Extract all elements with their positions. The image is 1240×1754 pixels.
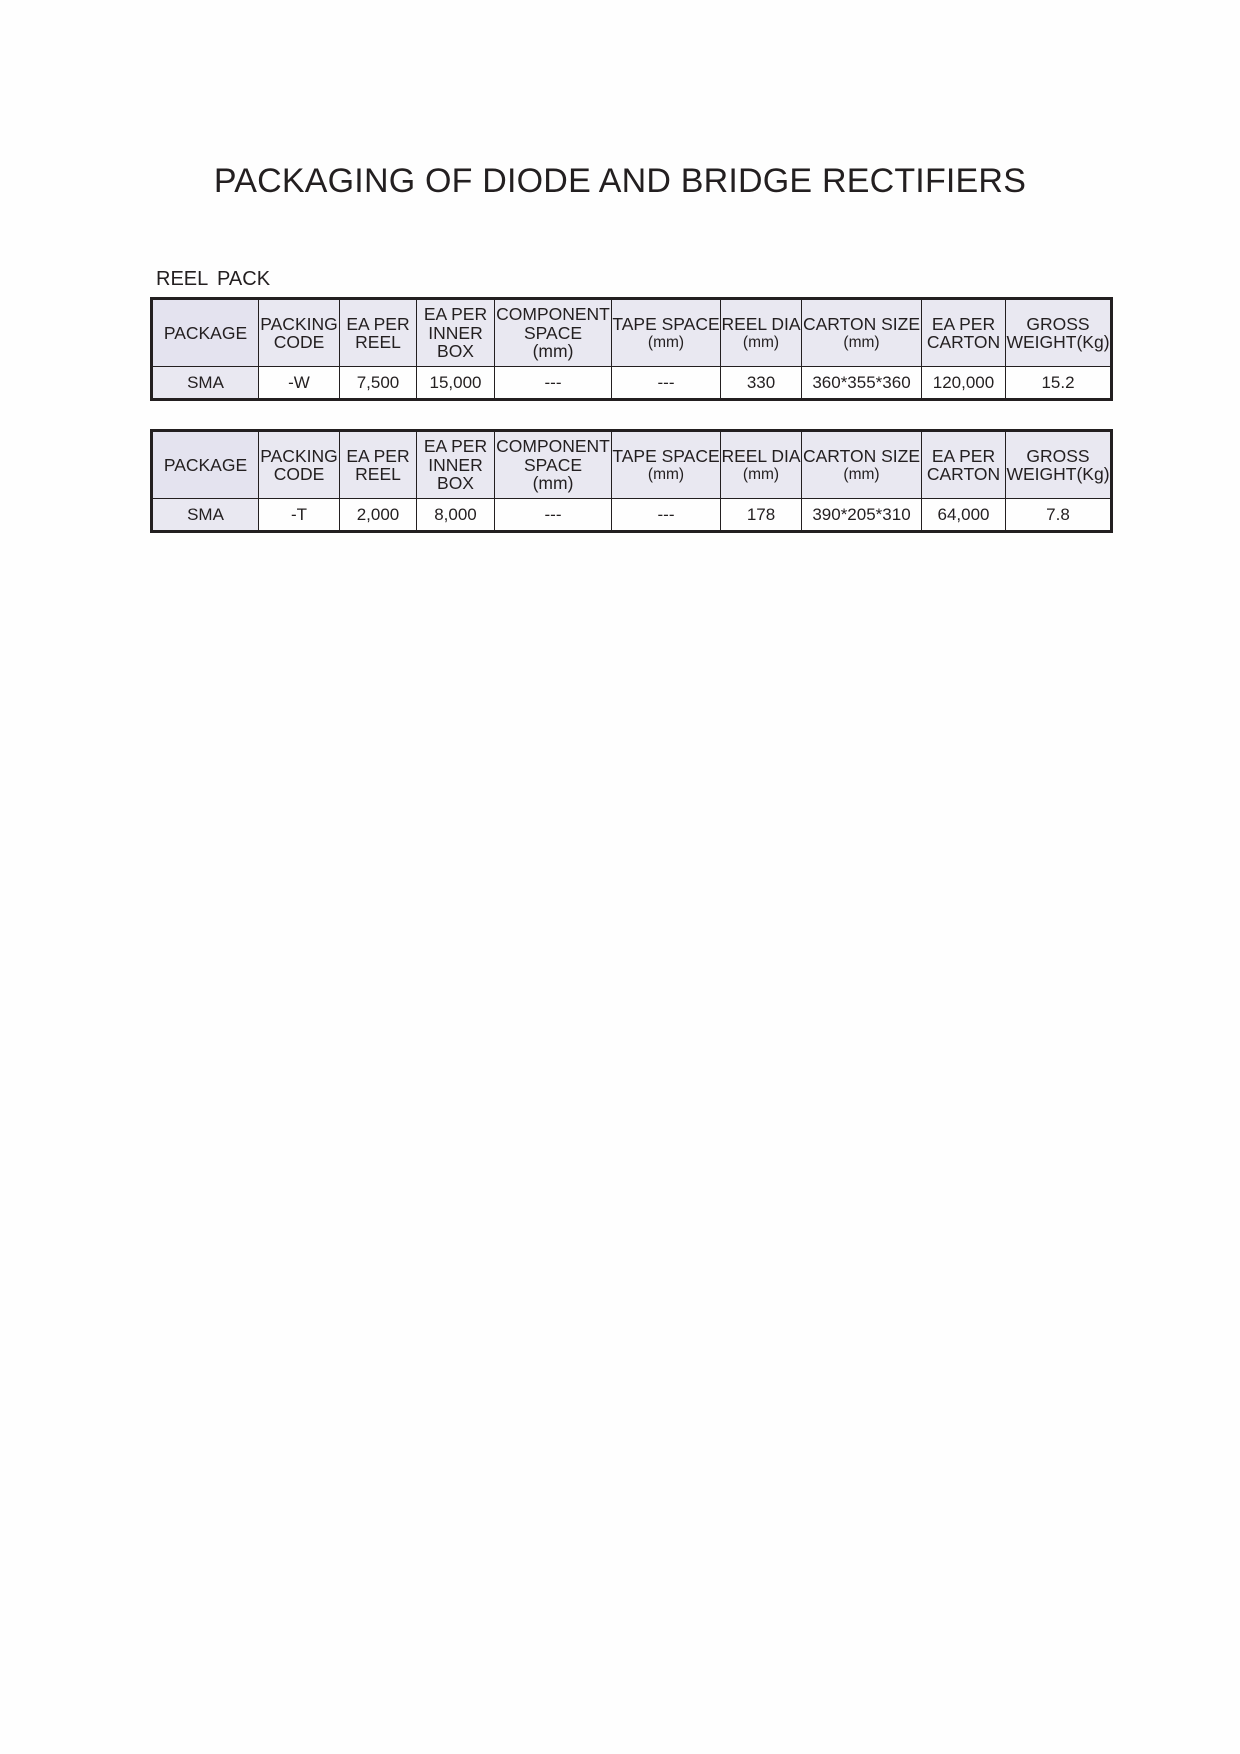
cell-gross-weight: 15.2 <box>1006 367 1112 400</box>
reel-pack-table-t <box>150 429 1113 533</box>
header-packing-code: PACKING CODE <box>259 431 340 499</box>
header-tape-space: TAPE SPACE (mm) <box>612 299 721 367</box>
cell-package: SMA <box>152 367 259 400</box>
cell-ea-per-reel: 2,000 <box>340 499 417 532</box>
cell-ea-per-carton: 120,000 <box>922 367 1006 400</box>
cell-ea-per-inner-box: 8,000 <box>417 499 495 532</box>
cell-gross-weight: 7.8 <box>1006 499 1112 532</box>
section-label-reel-pack: REEL PACK <box>156 268 271 290</box>
header-ea-per-reel: EA PER REEL <box>340 431 417 499</box>
header-tape-space: TAPE SPACE (mm) <box>612 431 721 499</box>
cell-package: SMA <box>152 499 259 532</box>
header-ea-per-carton: EA PER CARTON <box>922 431 1006 499</box>
header-component-space: COMPONENT SPACE (mm) <box>495 431 612 499</box>
header-ea-per-reel: EA PER REEL <box>340 299 417 367</box>
table-header-row <box>152 431 1112 499</box>
header-ea-per-carton: EA PER CARTON <box>922 299 1006 367</box>
header-packing-code: PACKING CODE <box>259 299 340 367</box>
table-row <box>152 367 1112 400</box>
table-header-row <box>152 299 1112 367</box>
cell-ea-per-carton: 64,000 <box>922 499 1006 532</box>
cell-tape-space: --- <box>612 499 721 532</box>
header-package: PACKAGE <box>152 299 259 367</box>
header-reel-dia: REEL DIA (mm) <box>721 299 802 367</box>
reel-pack-table-w <box>150 297 1113 401</box>
header-component-space: COMPONENT SPACE (mm) <box>495 299 612 367</box>
cell-tape-space: --- <box>612 367 721 400</box>
header-carton-size: CARTON SIZE (mm) <box>802 299 922 367</box>
cell-packing-code: -T <box>259 499 340 532</box>
header-package: PACKAGE <box>152 431 259 499</box>
header-gross-weight: GROSS WEIGHT(Kg) <box>1006 299 1112 367</box>
cell-carton-size: 390*205*310 <box>802 499 922 532</box>
cell-ea-per-inner-box: 15,000 <box>417 367 495 400</box>
cell-reel-dia: 178 <box>721 499 802 532</box>
page-title: PACKAGING OF DIODE AND BRIDGE RECTIFIERS <box>213 162 1027 200</box>
header-carton-size: CARTON SIZE (mm) <box>802 431 922 499</box>
cell-carton-size: 360*355*360 <box>802 367 922 400</box>
cell-component-space: --- <box>495 499 612 532</box>
header-ea-per-inner-box: EA PER INNER BOX <box>417 299 495 367</box>
cell-ea-per-reel: 7,500 <box>340 367 417 400</box>
header-reel-dia: REEL DIA (mm) <box>721 431 802 499</box>
cell-packing-code: -W <box>259 367 340 400</box>
cell-reel-dia: 330 <box>721 367 802 400</box>
header-gross-weight: GROSS WEIGHT(Kg) <box>1006 431 1112 499</box>
table-row <box>152 499 1112 532</box>
cell-component-space: --- <box>495 367 612 400</box>
header-ea-per-inner-box: EA PER INNER BOX <box>417 431 495 499</box>
